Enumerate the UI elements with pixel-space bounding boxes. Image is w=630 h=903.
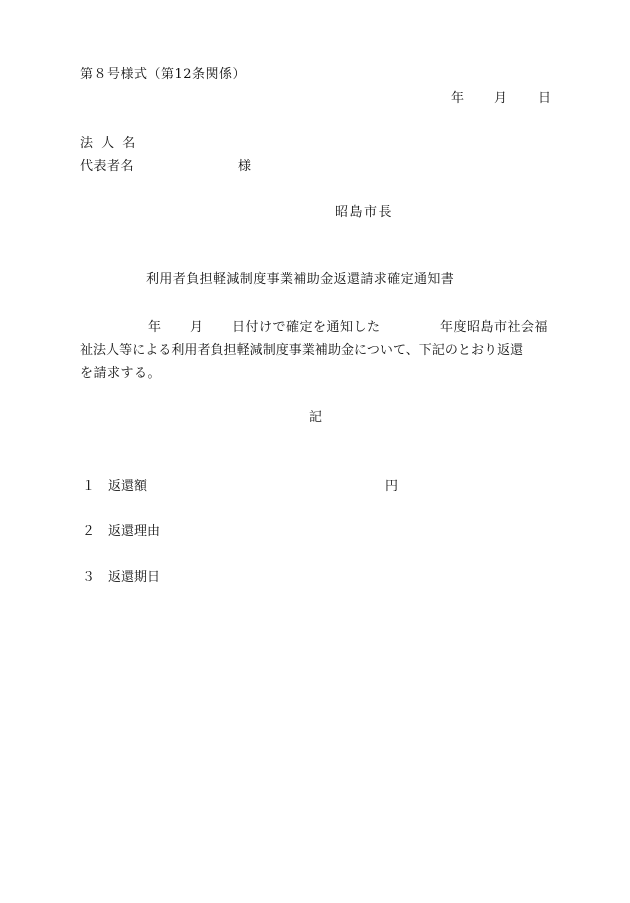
item-label: 返還理由 bbox=[108, 524, 161, 539]
body-line-2: 祉法人等による利用者負担軽減制度事業補助金について、下記のとおり返還 bbox=[80, 343, 524, 358]
body-year: 年 bbox=[148, 320, 162, 335]
date-day-label: 日 bbox=[538, 91, 552, 106]
corporation-label: 法 人 名 bbox=[80, 136, 138, 151]
document-title: 利用者負担軽減制度事業補助金返還請求確定通知書 bbox=[146, 272, 455, 287]
issuer: 昭島市長 bbox=[335, 205, 394, 220]
item-label: 返還額 bbox=[108, 479, 148, 494]
body-fiscal: 年度昭島市社会福 bbox=[440, 320, 549, 335]
item-number: ３ bbox=[82, 570, 96, 585]
ki-heading: 記 bbox=[309, 410, 323, 425]
item-number: １ bbox=[82, 479, 96, 494]
item-label: 返還期日 bbox=[108, 570, 161, 585]
date-year-label: 年 bbox=[451, 91, 465, 106]
body-month: 月 bbox=[190, 320, 204, 335]
item-unit: 円 bbox=[385, 479, 399, 494]
form-number: 第８号様式（第12条関係） bbox=[80, 67, 247, 82]
body-date-text: 日付けで確定を通知した bbox=[232, 320, 381, 335]
body-line-3: を請求する。 bbox=[80, 366, 162, 381]
honorific: 様 bbox=[238, 159, 252, 174]
item-number: ２ bbox=[82, 524, 96, 539]
date-month-label: 月 bbox=[494, 91, 508, 106]
representative-label: 代表者名 bbox=[80, 159, 135, 174]
